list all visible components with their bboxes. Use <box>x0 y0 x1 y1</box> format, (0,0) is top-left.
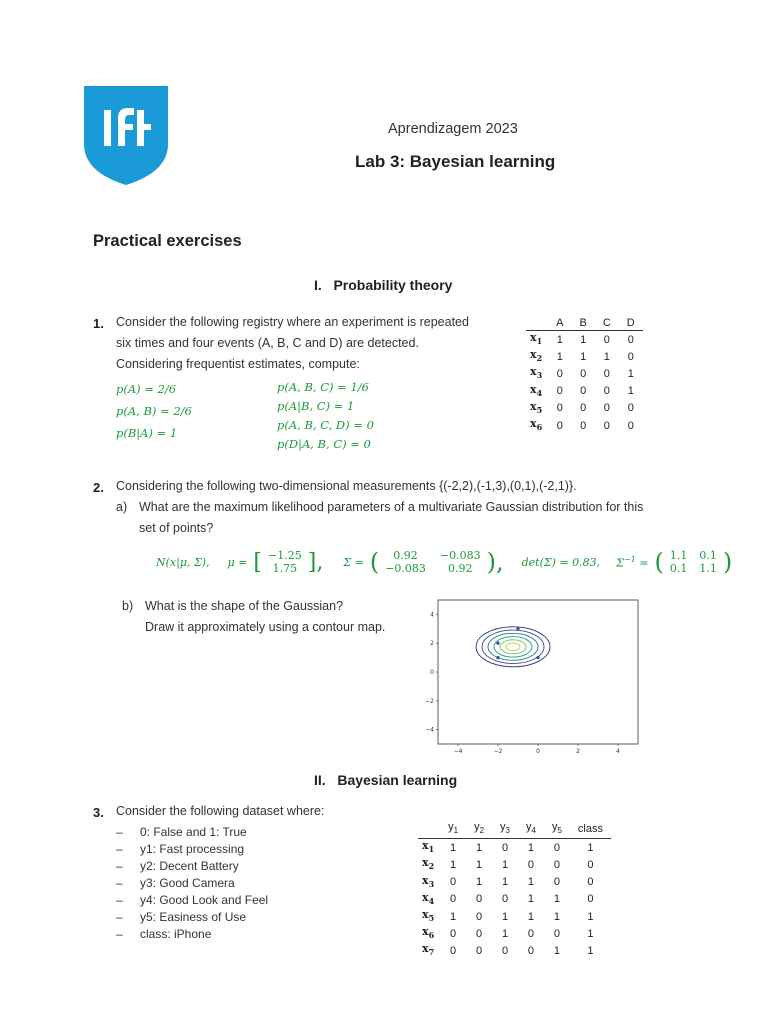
col-header: $y_4$ <box>518 820 544 839</box>
x-tick-label: −4 <box>453 748 463 755</box>
col-header: C <box>595 316 619 331</box>
table-cell: 0 <box>627 350 634 363</box>
q3-number: 3. <box>93 805 104 820</box>
table-cell: 1 <box>476 876 483 889</box>
det-sigma: det(Σ) = 0.83, <box>521 555 601 569</box>
answer-pABCD: p(A, B, C, D) = 0 <box>277 418 374 432</box>
table-cell: 0 <box>587 876 594 889</box>
table-cell: 0 <box>587 893 594 906</box>
table-cell: 0 <box>556 385 563 398</box>
q1-line2: six times and four events (A, B, C and D) are detected. <box>116 336 419 350</box>
gaussian-notation: N(x|μ, Σ), <box>156 555 210 569</box>
y-tick-label: 0 <box>430 669 434 676</box>
row-label: $x_7$ <box>422 942 435 958</box>
table-row <box>526 400 643 417</box>
x-tick-label: 0 <box>536 748 540 755</box>
table-cell: 1 <box>627 367 634 380</box>
table-cell: 0 <box>627 419 634 432</box>
table-row <box>418 942 611 959</box>
q2-text: Considering the following two-dimensional measurements {(-2,2),(-1,3),(0,1),(-2,1)}. <box>116 479 577 493</box>
inv-22: 1.1 <box>699 562 717 575</box>
table-cell: 0 <box>527 858 535 871</box>
table-cell: 0 <box>527 927 535 940</box>
q1-line1: Consider the following registry where an experiment is repeated <box>116 315 469 329</box>
table-cell: 0 <box>603 385 610 398</box>
table-cell: 0 <box>603 333 610 346</box>
table-cell: 0 <box>580 419 587 432</box>
table-cell: 0 <box>580 385 587 398</box>
sigma-22: 0.92 <box>448 562 473 575</box>
answer-pAB: p(A, B) = 2/6 <box>116 404 192 418</box>
col-header: class <box>570 820 611 839</box>
table-cell: 0 <box>556 367 563 380</box>
row-label: $x_6$ <box>530 416 543 433</box>
row-label: $x_3$ <box>530 365 543 381</box>
table-cell: 1 <box>501 927 509 940</box>
data-point <box>496 642 499 645</box>
q2a-answer: N(x|μ, Σ), μ = [ −1.25 1.75 ], Σ = ( 0.92 −0.083 −0.083 0.92 ), det(Σ) = 0.83, $\Sigma^{-1}$ = ( 1.1 0.1 0.1 1.1 ) <box>156 548 733 576</box>
table-cell: 0 <box>556 402 563 415</box>
y-tick-label: 2 <box>430 640 434 648</box>
row-label: $x_1$ <box>422 839 435 855</box>
table-cell: 1 <box>553 910 560 923</box>
y-tick-label: 4 <box>430 611 434 619</box>
table-cell: 0 <box>476 944 483 957</box>
list-item: – y3: Good Camera <box>116 875 268 892</box>
table-cell: 0 <box>450 876 457 889</box>
col-header: A <box>548 316 571 331</box>
inv-12: 0.1 <box>699 549 717 562</box>
table-cell: 1 <box>627 385 634 398</box>
ist-logo <box>84 86 168 186</box>
q2a-line1: What are the maximum likelihood parameters of a multivariate Gaussian distribution for this <box>139 500 644 514</box>
list-item: – 0: False and 1: True <box>116 824 268 841</box>
table-cell: 0 <box>501 893 509 906</box>
table-cell: 1 <box>501 858 509 871</box>
q2a-label: a) <box>116 500 128 514</box>
table-cell: 0 <box>450 927 457 940</box>
list-item: – y2: Decent Battery <box>116 858 268 875</box>
q2b-line1: What is the shape of the Gaussian? <box>145 599 344 613</box>
part1-heading: I. Probability theory <box>314 277 453 293</box>
sigma-12: −0.083 <box>439 549 481 562</box>
table-cell: 1 <box>527 910 535 923</box>
table-cell: 0 <box>587 858 594 871</box>
table-cell: 0 <box>501 944 509 957</box>
mu-x: −1.25 <box>268 549 302 562</box>
answer-pAgBC: p(A|B, C) = 1 <box>277 399 355 413</box>
row-label: $x_3$ <box>422 873 435 889</box>
table-cell: 1 <box>527 893 535 906</box>
table-cell: 1 <box>580 350 587 363</box>
col-header: B <box>571 316 594 331</box>
list-item: – y1: Fast processing <box>116 841 268 858</box>
table-row <box>418 891 611 908</box>
list-item: – class: iPhone <box>116 926 268 943</box>
q1-text <box>116 312 516 375</box>
table-cell: 1 <box>501 876 509 889</box>
sigma-21: −0.083 <box>385 562 426 575</box>
table-cell: 1 <box>553 893 560 906</box>
table-cell: 1 <box>556 333 563 346</box>
data-point <box>536 656 539 659</box>
y-tick-label: −2 <box>425 697 434 705</box>
row-label: $x_4$ <box>422 890 435 906</box>
table-row <box>526 331 643 349</box>
q2a-line2: set of points? <box>139 521 214 535</box>
list-item: – y4: Good Look and Feel <box>116 892 268 909</box>
q1-number: 1. <box>93 316 104 331</box>
row-label: $x_5$ <box>530 399 543 415</box>
table-cell: 0 <box>501 841 509 854</box>
table-cell: 1 <box>501 910 509 923</box>
table-cell: 0 <box>627 333 634 346</box>
lab-title: Lab 3: Bayesian learning <box>355 152 556 171</box>
q1-registry-table <box>526 316 643 434</box>
table-cell: 0 <box>476 927 483 940</box>
table-cell: 1 <box>450 858 457 871</box>
inv-21: 0.1 <box>669 562 688 575</box>
table-cell: 1 <box>587 944 594 957</box>
table-row <box>526 417 643 434</box>
table-cell: 0 <box>476 893 483 906</box>
row-label: $x_5$ <box>422 907 435 924</box>
section-title: Practical exercises <box>93 232 242 250</box>
q3-feature-list <box>116 824 268 943</box>
list-item: – y5: Easiness of Use <box>116 909 268 926</box>
table-cell: 0 <box>527 944 535 957</box>
table-cell: 0 <box>627 402 634 415</box>
q2-number: 2. <box>93 480 104 495</box>
table-cell: 1 <box>553 944 560 957</box>
table-cell: 1 <box>450 910 457 923</box>
col-header: $y_1$ <box>440 820 466 839</box>
q3-text: Consider the following dataset where: <box>116 804 325 818</box>
answer-pDgABC: p(D|A, B, C) = 0 <box>277 437 371 451</box>
table-cell: 0 <box>553 927 560 940</box>
x-tick-label: −2 <box>493 748 503 755</box>
table-row <box>418 839 611 857</box>
answer-pA: p(A) = 2/6 <box>116 382 177 396</box>
table-cell: 0 <box>556 419 563 432</box>
table-row <box>418 925 611 942</box>
row-label: $x_6$ <box>422 925 435 941</box>
table-row <box>418 856 611 873</box>
q2b-line2: Draw it approximately using a contour map. <box>145 620 386 634</box>
table-row <box>418 908 611 925</box>
mu-y: 1.75 <box>272 562 298 575</box>
inv-11: 1.1 <box>669 549 688 562</box>
table-row <box>526 383 643 400</box>
q1-answers-left <box>116 378 192 444</box>
col-header: $y_5$ <box>544 820 570 839</box>
plot-frame <box>438 600 638 744</box>
table-cell: 0 <box>580 402 587 415</box>
data-point <box>496 656 499 659</box>
contour-plot <box>416 598 646 758</box>
table-cell: 0 <box>603 367 610 380</box>
x-tick-label: 4 <box>616 748 620 755</box>
answer-pBgA: p(B|A) = 1 <box>116 426 178 440</box>
table-cell: 0 <box>450 893 457 906</box>
table-cell: 1 <box>450 841 457 854</box>
table-cell: 1 <box>527 841 535 854</box>
table-cell: 0 <box>603 419 610 432</box>
row-label: $x_2$ <box>530 348 543 364</box>
part2-heading: II. Bayesian learning <box>314 772 458 788</box>
table-cell: 1 <box>587 841 594 854</box>
table-cell: 1 <box>587 910 594 923</box>
x-tick-label: 2 <box>576 748 580 755</box>
table-row <box>526 365 643 382</box>
table-cell: 1 <box>580 333 587 346</box>
table-row <box>418 874 611 891</box>
table-cell: 0 <box>580 367 587 380</box>
table-cell: 0 <box>553 876 560 889</box>
row-label: $x_4$ <box>530 382 543 398</box>
table-cell: 0 <box>553 841 560 854</box>
table-cell: 1 <box>476 858 483 871</box>
q2a-text <box>139 497 679 539</box>
row-label: $x_1$ <box>530 331 543 347</box>
q1-answers-right <box>277 378 374 454</box>
col-header: $y_2$ <box>466 820 492 839</box>
col-header: $y_3$ <box>492 820 518 839</box>
table-cell: 1 <box>476 841 483 854</box>
course-title: Aprendizagem 2023 <box>388 121 518 137</box>
table-cell: 1 <box>603 350 610 363</box>
data-point <box>516 627 519 630</box>
table-cell: 1 <box>556 350 563 363</box>
table-cell: 0 <box>603 402 610 415</box>
y-tick-label: −4 <box>425 726 434 734</box>
table-cell: 1 <box>527 876 535 889</box>
table-cell: 1 <box>587 927 594 940</box>
q2b-label: b) <box>122 599 134 613</box>
sigma-11: 0.92 <box>393 549 418 562</box>
q3-dataset-table <box>418 820 611 960</box>
q1-line3: Considering frequentist estimates, compute: <box>116 357 360 371</box>
col-header: D <box>619 316 643 331</box>
answer-pABC: p(A, B, C) = 1/6 <box>277 380 369 394</box>
table-cell: 0 <box>476 910 483 923</box>
table-cell: 0 <box>450 944 457 957</box>
table-row <box>526 348 643 365</box>
q2b-text <box>145 596 385 638</box>
table-cell: 0 <box>553 858 560 871</box>
row-label: $x_2$ <box>422 856 435 872</box>
